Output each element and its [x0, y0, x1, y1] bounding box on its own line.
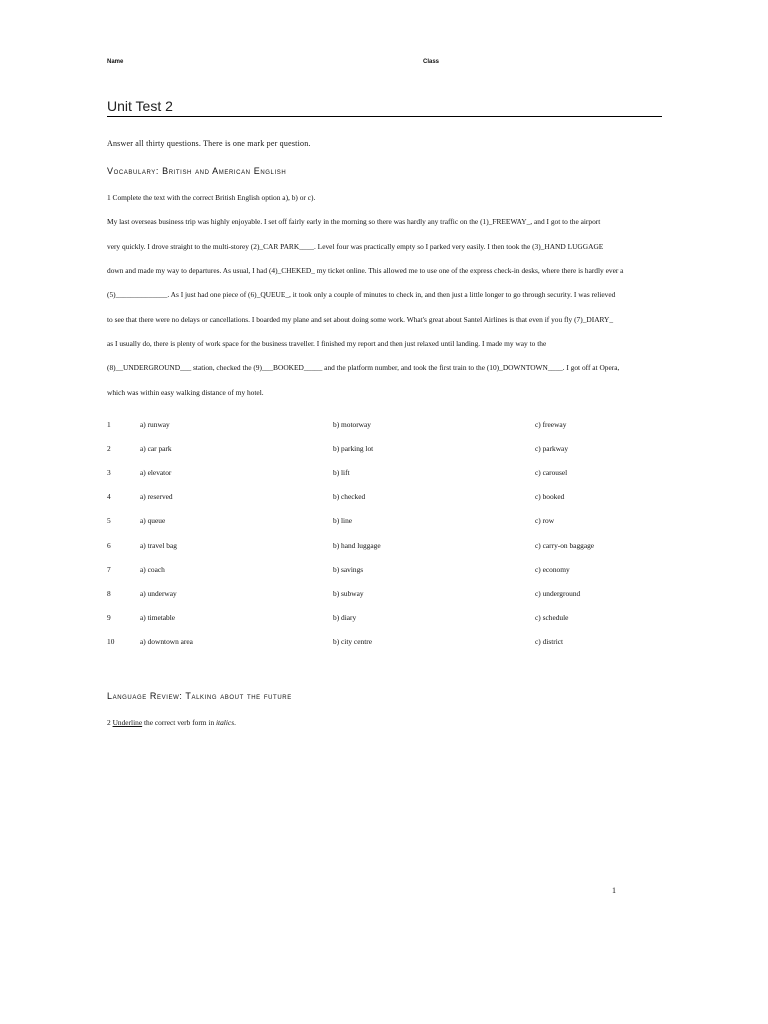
option-number: 1	[107, 420, 111, 429]
option-row	[107, 589, 667, 601]
option-a: a) downtown area	[140, 637, 193, 646]
option-a: a) reserved	[140, 492, 173, 501]
instructions: Answer all thirty questions. There is one mark per question.	[107, 139, 311, 148]
option-a: a) travel bag	[140, 541, 177, 550]
option-number: 4	[107, 492, 111, 501]
section1-heading: Vocabulary: British and American English	[107, 166, 287, 176]
passage-line: to see that there were no delays or cancellations. I boarded my plane and set about doing some work. What's great about Santel Airlines is that even if you fly (7)_DIARY_	[107, 315, 614, 324]
section2-task	[107, 718, 236, 727]
option-number: 8	[107, 589, 111, 598]
option-a: a) coach	[140, 565, 165, 574]
option-b: b) diary	[333, 613, 357, 622]
passage-line: which was within easy walking distance of my hotel.	[107, 388, 264, 397]
option-b: b) lift	[333, 468, 350, 477]
option-c: c) economy	[535, 565, 570, 574]
name-label: Name	[107, 59, 124, 65]
option-c: c) freeway	[535, 420, 567, 429]
option-number: 5	[107, 516, 111, 525]
option-c: c) parkway	[535, 444, 569, 453]
class-label: Class	[423, 59, 440, 65]
section1-task: 1 Complete the text with the correct British English option a), b) or c).	[107, 193, 316, 202]
option-a: a) elevator	[140, 468, 172, 477]
option-a: a) queue	[140, 516, 166, 525]
option-row	[107, 613, 667, 625]
option-c: c) carousel	[535, 468, 568, 477]
option-row	[107, 444, 667, 456]
option-a: a) runway	[140, 420, 170, 429]
passage-line: (8)__UNDERGROUND___ station, checked the (9)___BOOKED_____ and the platform number, and took the first train to the (10)_DOWNTOWN____. I got off at Opera,	[107, 363, 620, 372]
option-c: c) row	[535, 516, 555, 525]
option-b: b) city centre	[333, 637, 372, 646]
option-row	[107, 637, 667, 649]
option-c: c) booked	[535, 492, 565, 501]
task-italic-word: italics	[216, 718, 235, 727]
task-end: .	[234, 718, 236, 727]
option-number: 6	[107, 541, 111, 550]
option-row	[107, 516, 667, 528]
option-b: b) subway	[333, 589, 364, 598]
option-b: b) parking lot	[333, 444, 374, 453]
option-a: a) car park	[140, 444, 172, 453]
option-number: 9	[107, 613, 111, 622]
passage-line: My last overseas business trip was highly enjoyable. I set off fairly early in the morning so there was hardly any traffic on the (1)_FREEWAY_, and I got to the airport	[107, 217, 601, 226]
section2-heading: Language Review: Talking about the future	[107, 691, 292, 701]
option-row	[107, 420, 667, 432]
title-rule	[107, 116, 662, 117]
option-c: c) schedule	[535, 613, 569, 622]
passage-line: (5)______________. As I just had one piece of (6)_QUEUE_, it took only a couple of minutes to check in, and then just a little longer to go through security. I was relieved	[107, 290, 616, 299]
page-number: 1	[612, 886, 616, 895]
option-number: 2	[107, 444, 111, 453]
option-number: 7	[107, 565, 111, 574]
passage-line: as I usually do, there is plenty of work space for the business traveller. I finished my report and then just relaxed until landing. I made my way to the	[107, 339, 547, 348]
task-number: 2	[107, 718, 111, 727]
option-a: a) timetable	[140, 613, 176, 622]
page-title: Unit Test 2	[107, 98, 173, 114]
option-number: 10	[107, 637, 115, 646]
task-text: the correct verb form in	[142, 718, 216, 727]
option-row	[107, 468, 667, 480]
option-b: b) checked	[333, 492, 366, 501]
passage-line: very quickly. I drove straight to the multi-storey (2)_CAR PARK____. Level four was practically empty so I parked very easily. I then took the (3)_HAND LUGGAGE	[107, 242, 604, 251]
option-row	[107, 541, 667, 553]
task-underline-word: Underline	[112, 718, 143, 727]
option-b: b) motorway	[333, 420, 371, 429]
option-b: b) savings	[333, 565, 364, 574]
option-b: b) hand luggage	[333, 541, 381, 550]
option-row	[107, 492, 667, 504]
option-row	[107, 565, 667, 577]
passage-line: down and made my way to departures. As usual, I had (4)_CHEKED_ my ticket online. This allowed me to use one of the express check-in desks, where there is hardly ever a	[107, 266, 624, 275]
option-a: a) underway	[140, 589, 177, 598]
option-b: b) line	[333, 516, 353, 525]
option-number: 3	[107, 468, 111, 477]
option-c: c) underground	[535, 589, 581, 598]
option-c: c) carry-on baggage	[535, 541, 595, 550]
option-c: c) district	[535, 637, 564, 646]
